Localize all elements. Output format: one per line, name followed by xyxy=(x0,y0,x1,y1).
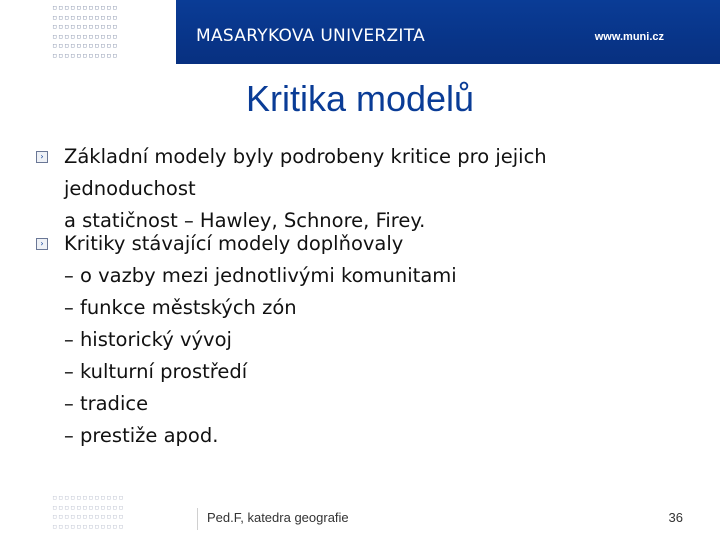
slide-title: Kritika modelů xyxy=(245,78,475,119)
page-number: 36 xyxy=(668,510,683,525)
header-bar xyxy=(0,0,720,64)
bullet-line: – o vazby mezi jednotlivými komunitami xyxy=(64,264,457,287)
bullet-line: Kritiky stávající modely doplňovaly xyxy=(64,232,404,255)
logo-pattern-area xyxy=(0,0,176,64)
bullet-line: – prestiže apod. xyxy=(64,424,219,447)
bullet-arrow-icon: › xyxy=(36,238,48,250)
bullet-line: Základní modely byly podrobeny kritice pro jejich jednoduchost xyxy=(64,145,547,200)
bullet-line: – historický vývoj xyxy=(64,328,232,351)
university-name: MASARYKOVA UNIVERZITA xyxy=(196,26,426,46)
bullet-line: – kulturní prostředí xyxy=(64,360,248,383)
footer-dot-pattern: ▫▫▫▫▫▫▫▫▫▫▫▫ ▫▫▫▫▫▫▫▫▫▫▫▫ ▫▫▫▫▫▫▫▫▫▫▫▫ ▫▫▫▫▫▫▫▫▫▫▫▫ xyxy=(52,493,125,532)
bullet-line: – tradice xyxy=(64,392,149,415)
bullet-arrow-icon: › xyxy=(36,151,48,163)
bullet-item xyxy=(36,228,676,452)
bullet-line: a statičnost – Hawley, Schnore, Firey. xyxy=(64,209,426,232)
footer-department: Ped.F, katedra geografie xyxy=(207,510,349,525)
bullet-item xyxy=(36,141,676,237)
footer-divider xyxy=(197,508,198,530)
bullet-line: – funkce městských zón xyxy=(64,296,297,319)
dot-grid-logo: ▫▫▫▫▫▫▫▫▫▫▫ ▫▫▫▫▫▫▫▫▫▫▫ ▫▫▫▫▫▫▫▫▫▫▫ ▫▫▫▫▫▫▫▫▫▫▫ ▫▫▫▫▫▫▫▫▫▫▫ ▫▫▫▫▫▫▫▫▫▫▫ xyxy=(52,3,119,61)
website-link[interactable]: www.muni.cz xyxy=(594,31,664,43)
